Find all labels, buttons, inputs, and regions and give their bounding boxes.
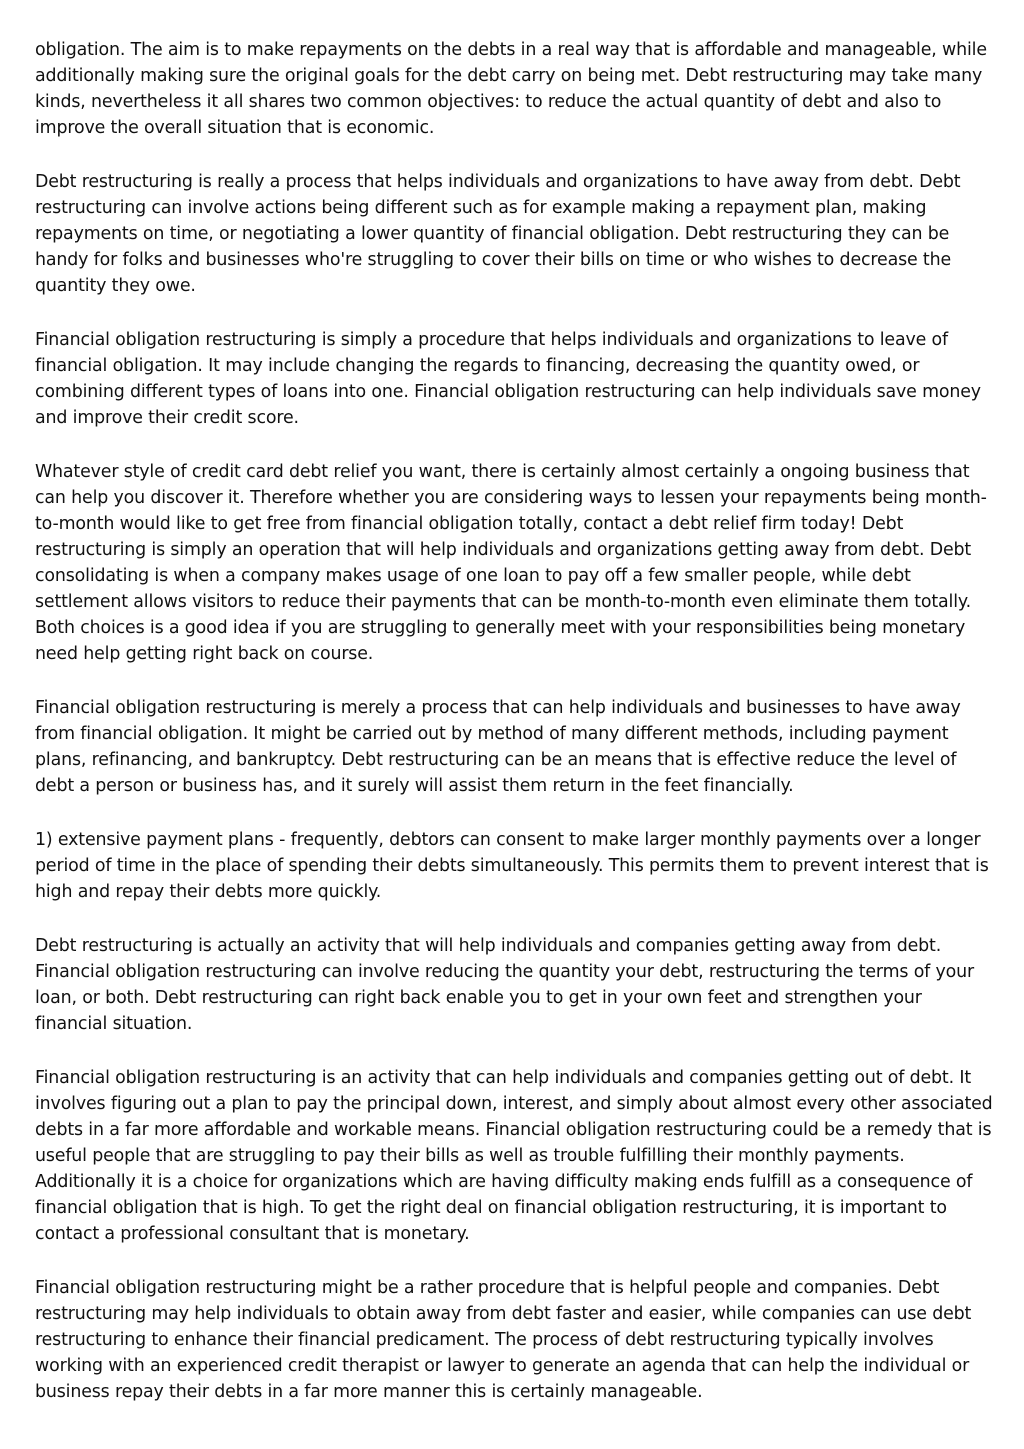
paragraph: Whatever style of credit card debt relief you want, there is certainly almost certainly a ongoing business that can help you discover it. Therefore whether you are considering ways to lessen your repayments being month-to-month would like to get free from financial obligation totally, contact a debt relief firm today! Debt restructuring is simply an operation that will help individuals and organizations getting away from debt. Debt consolidating is when a company makes usage of one loan to pay off a few smaller people, while debt settlement allows visitors to reduce their payments that can be month-to-month even eliminate them totally. Both choices is a good idea if you are struggling to generally meet with your responsibilities being monetary need help getting right back on course.: [35, 462, 987, 664]
paragraph: Debt restructuring is actually an activity that will help individuals and companies getting away from debt. Financial obligation restructuring can involve reducing the quantity your debt, restructuring the terms of your loan, or both. Debt restructuring can right back enable you to get in your own feet and strengthen your financial situation.: [35, 936, 975, 1034]
paragraph: Debt restructuring is really a process that helps individuals and organizations to have away from debt. Debt restructuring can involve actions being different such as for example making a repayment plan, making repayments on time, or negotiating a lower quantity of financial obligation. Debt restructuring they can be handy for folks and businesses who're struggling to cover their bills on time or who wishes to decrease the quantity they owe.: [35, 172, 961, 296]
paragraph: 1) extensive payment plans - frequently, debtors can consent to make larger monthly payments over a longer period of time in the place of spending their debts simultaneously. This permits them to prevent interest that is high and repay their debts more quickly.: [35, 830, 989, 902]
paragraph: Financial obligation restructuring is an activity that can help individuals and companies getting out of debt. It involves figuring out a plan to pay the principal down, interest, and simply about almost every other associated debts in a far more affordable and workable means. Financial obligation restructuring could be a remedy that is useful people that are struggling to pay their bills as well as trouble fulfilling their monthly payments. Additionally it is a choice for organizations which are having difficulty making ends fulfill as a consequence of financial obligation that is high. To get the right deal on financial obligation restructuring, it is important to contact a professional consultant that is monetary.: [35, 1068, 993, 1244]
paragraph: obligation. The aim is to make repayments on the debts in a real way that is affordable and manageable, while additionally making sure the original goals for the debt carry on being met. Debt restructuring may take many kinds, nevertheless it all shares two common objectives: to reduce the actual quantity of debt and also to improve the overall situation that is economic.: [35, 40, 987, 138]
paragraph: Financial obligation restructuring is merely a process that can help individuals and businesses to have away from financial obligation. It might be carried out by method of many different methods, including payment plans, refinancing, and bankruptcy. Debt restructuring can be an means that is effective reduce the level of debt a person or business has, and it surely will assist them return in the feet financially.: [35, 698, 961, 796]
paragraph: Financial obligation restructuring is simply a procedure that helps individuals and organizations to leave of financial obligation. It may include changing the regards to financing, decreasing the quantity owed, or combining different types of loans into one. Financial obligation restructuring can help individuals save money and improve their credit score.: [35, 330, 981, 428]
document-body: [35, 37, 993, 1433]
paragraph: Financial obligation restructuring might be a rather procedure that is helpful people and companies. Debt restructuring may help individuals to obtain away from debt faster and easier, while companies can use debt restructuring to enhance their financial predicament. The process of debt restructuring typically involves working with an experienced credit therapist or lawyer to generate an agenda that can help the individual or business repay their debts in a far more manner this is certainly manageable.: [35, 1278, 972, 1402]
